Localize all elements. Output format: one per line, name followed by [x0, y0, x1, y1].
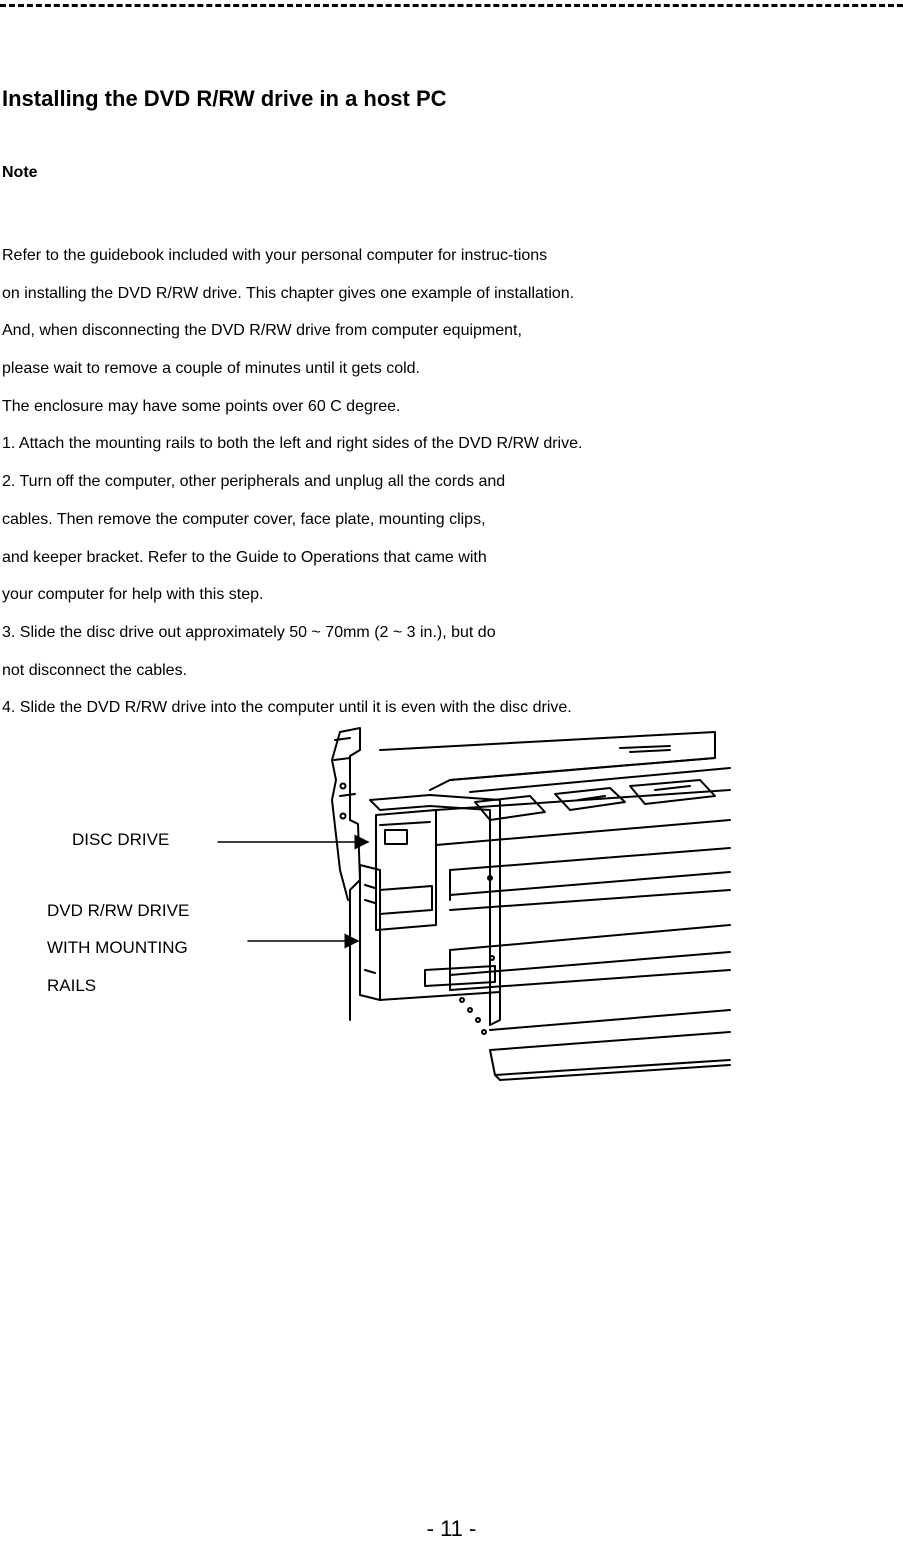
body-line: 2. Turn off the computer, other peripherals and unplug all the cords and: [2, 473, 506, 491]
note-label: Note: [2, 164, 38, 181]
chassis-bottom-plate: [490, 1050, 730, 1080]
body-line: and keeper bracket. Refer to the Guide to Operations that came with: [2, 548, 487, 566]
chassis-top-plate: [380, 732, 715, 790]
body-line: not disconnect the cables.: [2, 661, 188, 679]
dvd-drive-label-line1: DVD R/RW DRIVE: [47, 901, 190, 920]
body-line: your computer for help with this step.: [2, 586, 264, 604]
body-line: Refer to the guidebook included with your personal computer for instruc-tions: [2, 247, 548, 264]
body-text: [2, 237, 582, 727]
drive-stack: [436, 790, 730, 1080]
page-title: Installing the DVD R/RW drive in a host PC: [2, 86, 447, 111]
body-line: 3. Slide the disc drive out approximately 50 ~ 70mm (2 ~ 3 in.), but do: [2, 623, 496, 641]
dvd-mounting-rail: [425, 966, 495, 986]
body-line: on installing the DVD R/RW drive. This chapter gives one example of installation.: [2, 284, 575, 302]
body-line: The enclosure may have some points over 60 C degree.: [2, 397, 401, 415]
body-line: cables. Then remove the computer cover, face plate, mounting clips,: [2, 510, 486, 528]
drive-bay-illustration: [200, 720, 740, 1090]
body-line: 4. Slide the DVD R/RW drive into the computer until it is even with the disc drive.: [2, 699, 572, 717]
disc-drive-label: DISC DRIVE: [72, 830, 170, 849]
page-number: - 11 -: [426, 1516, 477, 1541]
body-line: 1. Attach the mounting rails to both the left and right sides of the DVD R/RW drive.: [2, 435, 583, 453]
body-line: And, when disconnecting the DVD R/RW drive from computer equipment,: [2, 322, 522, 340]
dvd-drive-label-line2: WITH MOUNTING: [47, 938, 188, 957]
top-dashed-rule: [0, 4, 903, 18]
dvd-drive-label-line3: RAILS: [47, 976, 97, 995]
body-line: please wait to remove a couple of minutes until it gets cold.: [2, 360, 420, 378]
bay-frame: [332, 728, 360, 1020]
